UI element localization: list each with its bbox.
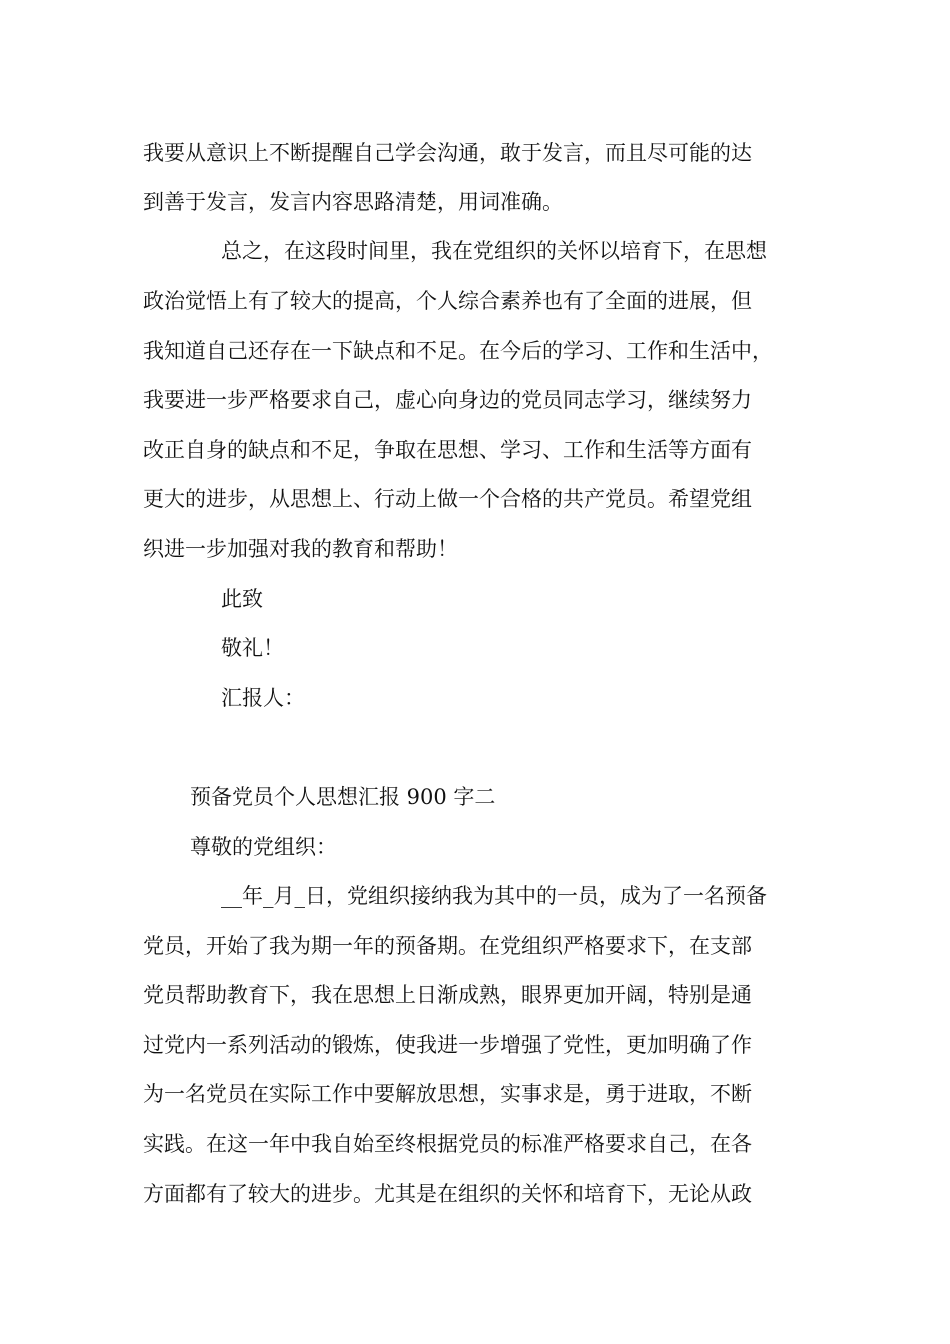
body-text-line: 实践。在这一年中我自始至终根据党员的标准严格要求自己，在各 — [143, 1132, 752, 1156]
body-text-line: 党员，开始了我为期一年的预备期。在党组织严格要求下，在支部 — [143, 934, 752, 958]
body-text-line: 到善于发言，发言内容思路清楚，用词准确。 — [143, 190, 563, 214]
closing-regards: 敬礼！ — [221, 636, 284, 660]
body-text-line: 我要进一步严格要求自己，虚心向身边的党员同志学习，继续努力 — [143, 388, 752, 412]
body-text-line: 政治觉悟上有了较大的提高，个人综合素养也有了全面的进展，但 — [143, 289, 752, 313]
body-text-line: 更大的进步，从思想上、行动上做一个合格的共产党员。希望党组 — [143, 487, 752, 511]
body-text-line: 党员帮助教育下，我在思想上日渐成熟，眼界更加开阔，特别是通 — [143, 983, 752, 1007]
body-text-line: 织进一步加强对我的教育和帮助！ — [143, 537, 458, 561]
body-text-line: 为一名党员在实际工作中要解放思想，实事求是，勇于进取，不断 — [143, 1082, 752, 1106]
body-text-line: 改正自身的缺点和不足，争取在思想、学习、工作和生活等方面有 — [143, 438, 752, 462]
section-title: 预备党员个人思想汇报 900 字二 — [190, 785, 496, 809]
body-text-line: 过党内一系列活动的锻炼，使我进一步增强了党性，更加明确了作 — [143, 1033, 752, 1057]
body-text-line: __年_月_日，党组织接纳我为其中的一员，成为了一名预备 — [221, 884, 767, 908]
body-text-line: 总之，在这段时间里，我在党组织的关怀以培育下，在思想 — [221, 239, 767, 263]
closing-salutation: 此致 — [221, 587, 263, 611]
reporter-signature-label: 汇报人： — [221, 686, 305, 710]
body-text-line: 方面都有了较大的进步。尤其是在组织的关怀和培育下，无论从政 — [143, 1182, 752, 1206]
letter-greeting: 尊敬的党组织： — [190, 835, 337, 859]
body-text-line: 我知道自己还存在一下缺点和不足。在今后的学习、工作和生活中， — [143, 339, 773, 363]
body-text-line: 我要从意识上不断提醒自己学会沟通，敢于发言，而且尽可能的达 — [143, 141, 752, 165]
